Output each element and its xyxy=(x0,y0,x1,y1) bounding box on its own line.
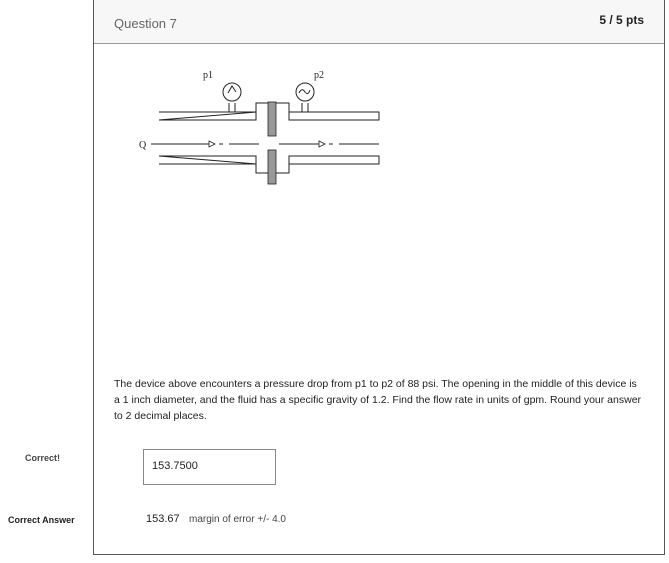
question-card xyxy=(93,0,665,555)
pressure-gauge-p2 xyxy=(296,83,314,112)
question-text: The device above encounters a pressure drop from p1 to p2 of 88 psi. The opening in the middle of this device is a 1 inch diameter, and the fluid has a specific gravity of 1.2. Find the flow rate in units of gpm. Round your answer to 2 decimal places. xyxy=(114,378,642,422)
gauge-label-p2: p2 xyxy=(314,70,324,81)
question-title: Question 7 xyxy=(114,16,177,31)
correct-answer-value: 153.67 xyxy=(146,513,180,525)
orifice-diagram xyxy=(139,62,399,190)
correct-answer-label: Correct Answer xyxy=(8,515,75,525)
correct-status-label: Correct! xyxy=(25,453,61,463)
pressure-gauge-p1 xyxy=(223,83,241,112)
answer-input[interactable]: 153.7500 xyxy=(143,449,276,485)
margin-of-error-text: margin of error +/- 4.0 xyxy=(189,514,286,525)
flow-label: Q xyxy=(139,140,147,151)
orifice-plate-bottom xyxy=(268,150,276,184)
orifice-plate-top xyxy=(268,102,276,136)
question-header xyxy=(94,0,664,44)
question-points: 5 / 5 pts xyxy=(599,13,644,27)
gauge-label-p1: p1 xyxy=(203,70,213,81)
